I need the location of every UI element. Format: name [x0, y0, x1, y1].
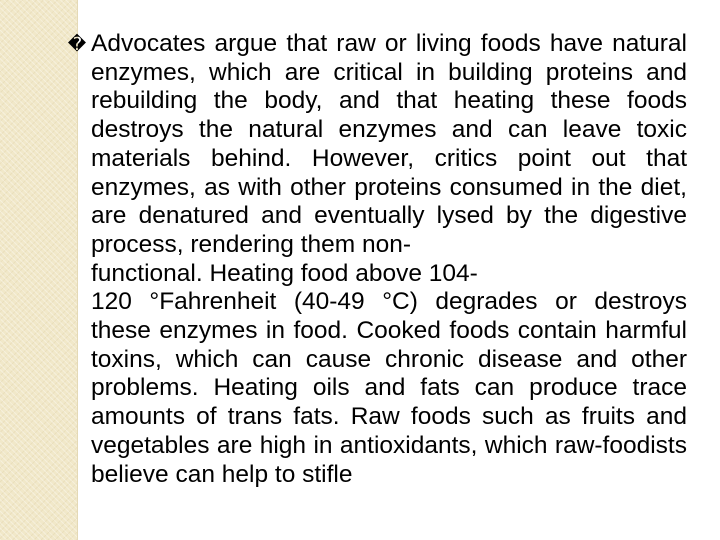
bullet-glyph-icon: � [67, 34, 87, 55]
body-paragraph: Advocates argue that raw or living foods have natural enzymes, which are critical in building proteins and rebuilding the body, and that heating these foods destroys the natural enzymes and can leave toxic materials behind. However, critics point out that enzymes, as with other proteins consumed in the diet, are denatured and eventually lysed by the digestive process, rendering them non- functional. Heating food above 104- 120 °Fahrenheit (40-49 °C) degrades or destroys these enzymes in food. Cooked foods contain harmful toxins, which can cause chronic disease and other problems. Heating oils and fats can produce trace amounts of trans fats. Raw foods such as fruits and vegetables are high in antioxidants, which raw-foodists believe can help to stifle [91, 30, 687, 488]
decorative-side-strip [0, 0, 77, 540]
side-strip-divider [77, 0, 78, 540]
